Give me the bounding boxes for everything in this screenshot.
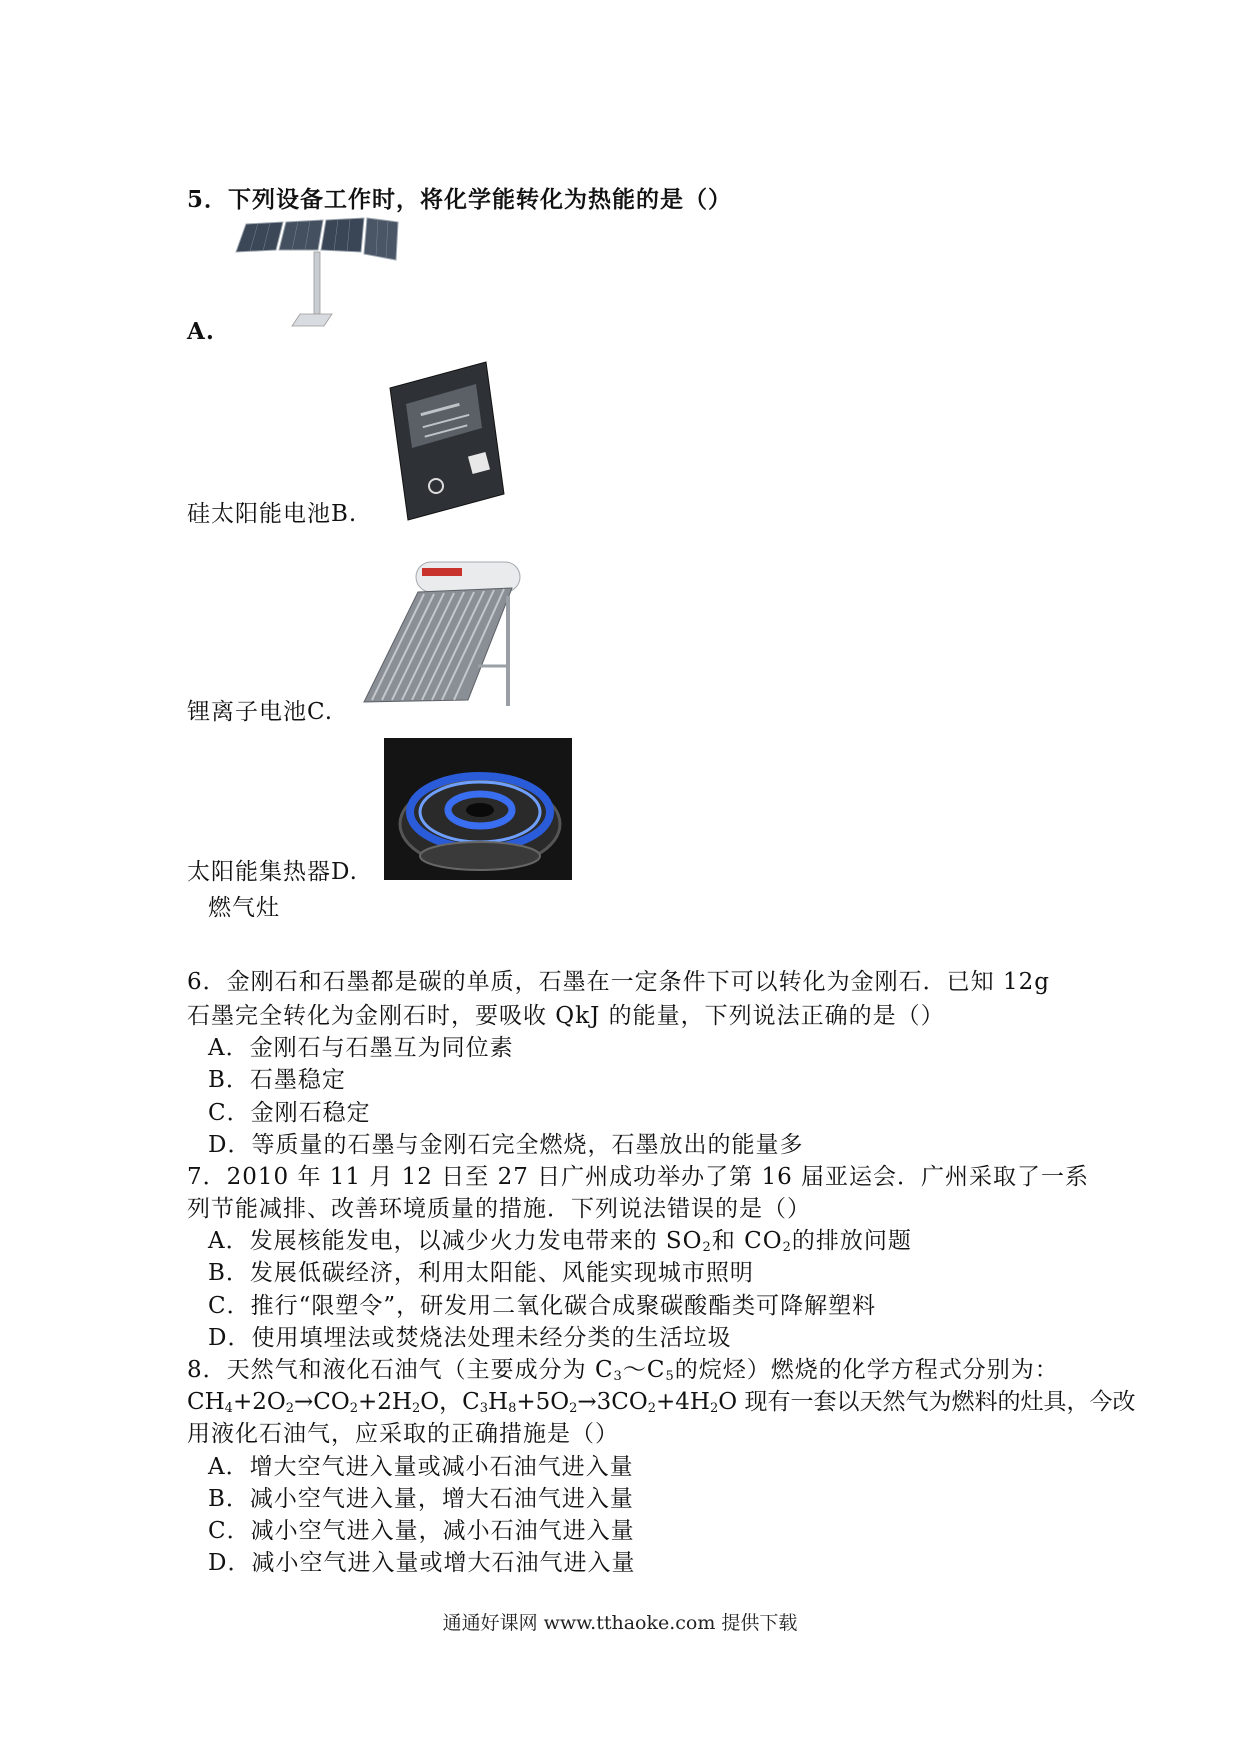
q5-option-a-label: A.	[187, 318, 215, 345]
q8-equations: $CH_4+2O_2\to CO_2+2H_2O$，$C_3H_8+5O_2\to 3CO_2+4H_2O$ 现有一套以天然气为燃料的灶具，今改	[187, 1389, 1136, 1416]
q5-option-c-caption: 太阳能集热器D.	[187, 859, 358, 885]
q8-stem-line3: 用液化石油气，应采取的正确措施是（）	[187, 1421, 619, 1447]
q8-stem-line1: 8．天然气和液化石油气（主要成分为 $C_3\sim C_5$的烷烃）燃烧的化学方程式分别为：	[187, 1357, 1059, 1384]
q5-option-d-caption: 燃气灶	[208, 895, 280, 921]
q6-option-a: A．金刚石与石墨互为同位素	[208, 1035, 514, 1061]
battery-icon	[384, 358, 506, 524]
q6-stem-line2: 石墨完全转化为金刚石时，要吸收 QkJ 的能量，下列说法正确的是（）	[187, 1003, 945, 1029]
q6-option-c: C．金刚石稳定	[208, 1100, 371, 1126]
q8-option-a: A．增大空气进入量或减小石油气进入量	[208, 1454, 634, 1480]
q8-option-c: C．减小空气进入量，减小石油气进入量	[208, 1518, 635, 1544]
solar-water-heater-icon	[358, 556, 522, 718]
q6-option-d: D．等质量的石墨与金刚石完全燃烧，石墨放出的能量多	[208, 1132, 804, 1158]
q5-option-b-caption: 锂离子电池C.	[187, 699, 334, 725]
q7-option-d: D．使用填埋法或焚烧法处理未经分类的生活垃圾	[208, 1325, 732, 1351]
q6-stem-line1: 6．金刚石和石墨都是碳的单质，石墨在一定条件下可以转化为金刚石．已知 12g	[187, 969, 1050, 995]
q7-stem-line2: 列节能减排、改善环境质量的措施．下列说法错误的是（）	[187, 1196, 811, 1222]
q7-option-c: C．推行“限塑令”，研发用二氧化碳合成聚碳酸酯类可降解塑料	[208, 1293, 877, 1319]
q7-option-b: B．发展低碳经济，利用太阳能、风能实现城市照明	[208, 1260, 754, 1286]
q7-option-a: A．发展核能发电，以减少火力发电带来的 $SO_2$和 $CO_2$的排放问题	[208, 1228, 912, 1255]
solar-panel-icon	[228, 210, 400, 336]
q5-option-a-caption: 硅太阳能电池B.	[187, 501, 358, 527]
q6-option-b: B．石墨稳定	[208, 1067, 346, 1093]
q7-stem-line1: 7．2010 年 11 月 12 日至 27 日广州成功举办了第 16 届亚运会．广州采取了一系	[187, 1164, 1090, 1190]
q8-option-b: B．减小空气进入量，增大石油气进入量	[208, 1486, 634, 1512]
gas-stove-flame-icon	[384, 738, 572, 880]
q8-option-d: D．减小空气进入量或增大石油气进入量	[208, 1550, 636, 1576]
q5-stem: 5．下列设备工作时，将化学能转化为热能的是（）	[187, 186, 733, 213]
page-footer: 通通好课网 www.tthaoke.com 提供下载	[442, 1612, 798, 1634]
